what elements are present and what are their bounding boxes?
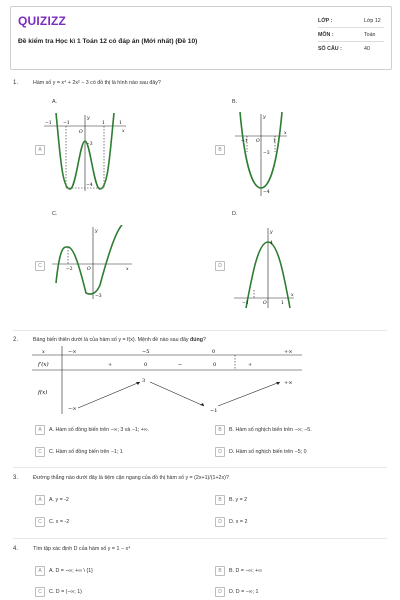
decrease-arrow: [150, 382, 204, 406]
q1-text: Hàm số y = x⁴ + 2x² − 3 có đồ thị là hình nào sau đây?: [33, 80, 161, 86]
x-axis-label: x: [126, 267, 129, 272]
origin-label: O: [256, 139, 260, 144]
table-sign: 0: [144, 362, 148, 368]
table-sign: −: [178, 362, 183, 368]
meta-subject-key: MÔN :: [318, 32, 334, 38]
tick-label: −1: [63, 121, 70, 126]
tick-label: 1: [273, 139, 276, 144]
meta-class-value: Lớp 12: [364, 18, 381, 24]
table-sign: +: [248, 362, 253, 368]
q4-option-c-checkbox[interactable]: C: [35, 587, 45, 597]
q2-variation-table: [32, 344, 302, 416]
q3-option-d-checkbox[interactable]: D: [215, 517, 225, 527]
meta-count-key: SỐ CÂU :: [318, 46, 342, 52]
tick-label: −1: [45, 121, 52, 126]
tick-label: −1: [242, 301, 249, 306]
q3-option-a-checkbox[interactable]: A: [35, 495, 45, 505]
tick-label: 1: [102, 121, 105, 126]
q1-option-b-checkbox[interactable]: B: [215, 145, 225, 155]
q1-graph-c[interactable]: [50, 225, 134, 301]
q2-number: 2.: [13, 337, 19, 343]
tick-label: −3: [95, 294, 102, 299]
question-divider: [13, 467, 387, 468]
table-sign: +: [108, 362, 113, 368]
y-axis-label: y: [87, 116, 90, 121]
table-x-value: 0: [212, 349, 216, 355]
meta-divider: [318, 27, 384, 28]
q2-option-d-checkbox[interactable]: D: [215, 447, 225, 457]
q3-option-a-text[interactable]: A. y = -2: [49, 497, 69, 503]
origin-label: O: [87, 267, 91, 272]
increase-arrow: [218, 382, 280, 406]
table-x-value: −∞: [68, 349, 77, 355]
q1-option-b-label: B.: [232, 99, 238, 105]
q1-option-a-checkbox[interactable]: A: [35, 145, 45, 155]
q1-graph-a[interactable]: [42, 113, 128, 193]
q2-text-end: ?: [203, 337, 206, 343]
header-card: [10, 6, 392, 70]
q2-option-c-text[interactable]: C. Hàm số đồng biến trên −1; 1: [49, 449, 123, 455]
increase-arrow: [78, 382, 140, 408]
meta-count-value: 40: [364, 46, 370, 52]
q3-option-b-text[interactable]: B. y = 2: [229, 497, 248, 503]
x-axis-label: x: [122, 129, 125, 134]
quizizz-logo: QUIZIZZ: [18, 14, 67, 28]
tick-label: −3: [86, 142, 93, 147]
q1-option-a-label: A.: [52, 99, 58, 105]
q1-option-c-checkbox[interactable]: C: [35, 261, 45, 271]
q3-option-b-checkbox[interactable]: B: [215, 495, 225, 505]
q2-option-a-checkbox[interactable]: A: [35, 425, 45, 435]
q3-number: 3.: [13, 475, 19, 481]
table-f-value: −1: [210, 408, 218, 414]
tick-label: −2: [66, 267, 73, 272]
q4-option-b-text[interactable]: B. D = −∞; +∞: [229, 568, 263, 574]
q3-option-c-checkbox[interactable]: C: [35, 517, 45, 527]
q2-option-b-text[interactable]: B. Hàm số nghịch biến trên −∞; −5.: [229, 427, 312, 433]
meta-subject-value: Toán: [364, 32, 376, 38]
question-divider: [13, 330, 387, 331]
q3-text: Đường thẳng nào dưới đây là tiệm cận ngang của đồ thị hàm số y = (2x+1)/(1+2x)?: [33, 475, 229, 481]
q2-option-a-text[interactable]: A. Hàm số đồng biến trên −∞; 3 và −1; +∞.: [49, 427, 150, 433]
q2-text: [33, 337, 206, 343]
q1-graph-d[interactable]: [232, 226, 296, 310]
q2-option-c-checkbox[interactable]: C: [35, 447, 45, 457]
q4-number: 4.: [13, 546, 19, 552]
meta-class-key: LỚP :: [318, 18, 333, 24]
y-axis-label: y: [95, 229, 98, 234]
x-axis-label: x: [284, 131, 287, 136]
y-axis-label: y: [270, 230, 273, 235]
q4-text: Tìm tập xác định D của hàm số y = 1 − x⁴: [33, 546, 131, 552]
q3-option-c-text[interactable]: C. x = -2: [49, 519, 70, 525]
tick-label: 4: [270, 241, 273, 246]
table-f-value: 3: [142, 378, 146, 384]
q4-option-a-checkbox[interactable]: A: [35, 566, 45, 576]
q2-text-emphasis: đúng: [190, 337, 203, 343]
table-x-value: −5: [142, 349, 150, 355]
page-title: Đề kiểm tra Học kì 1 Toán 12 có đáp án (Mới nhất) (Đề 10): [18, 38, 198, 45]
tick-label: −4: [263, 190, 270, 195]
q1-graph-b[interactable]: [233, 112, 289, 198]
table-f-value: −∞: [68, 406, 77, 412]
q1-option-d-label: D.: [232, 211, 238, 217]
q2-text-main: Bảng biến thiên dưới là của hàm số y = f(x). Mệnh đề nào sau đây: [33, 337, 191, 343]
q4-option-a-text[interactable]: A. D = −∞; +∞ \ {1}: [49, 568, 93, 574]
tick-label: 1: [281, 301, 284, 306]
table-fprime-label: f′(x): [38, 362, 49, 368]
origin-label: O: [263, 301, 267, 306]
curve: [56, 225, 122, 294]
tick-label: −4: [86, 183, 93, 188]
q2-option-d-text[interactable]: D. Hàm số nghịch biến trên −5; 0: [229, 449, 307, 455]
y-axis-label: y: [263, 115, 266, 120]
x-axis-label: x: [291, 293, 294, 298]
q2-option-b-checkbox[interactable]: B: [215, 425, 225, 435]
q4-option-b-checkbox[interactable]: B: [215, 566, 225, 576]
q4-option-d-checkbox[interactable]: D: [215, 587, 225, 597]
tick-label: −1: [241, 139, 248, 144]
q1-option-d-checkbox[interactable]: D: [215, 261, 225, 271]
question-divider: [13, 538, 387, 539]
q3-option-d-text[interactable]: D. x = 2: [229, 519, 248, 525]
origin-label: O: [79, 130, 83, 135]
meta-divider: [318, 41, 384, 42]
table-x-label: x: [42, 349, 45, 355]
table-f-value: +∞: [284, 380, 293, 386]
tick-label: 1: [119, 121, 122, 126]
table-x-value: +∞: [284, 349, 293, 355]
q1-option-c-label: C.: [52, 211, 58, 217]
q1-number: 1.: [13, 80, 19, 86]
q4-option-c-text[interactable]: C. D = (−∞; 1): [49, 589, 82, 595]
q4-option-d-text[interactable]: D. D = −∞; 1: [229, 589, 259, 595]
table-f-label: f(x): [38, 390, 48, 396]
table-sign: 0: [213, 362, 217, 368]
tick-label: −3: [263, 151, 270, 156]
